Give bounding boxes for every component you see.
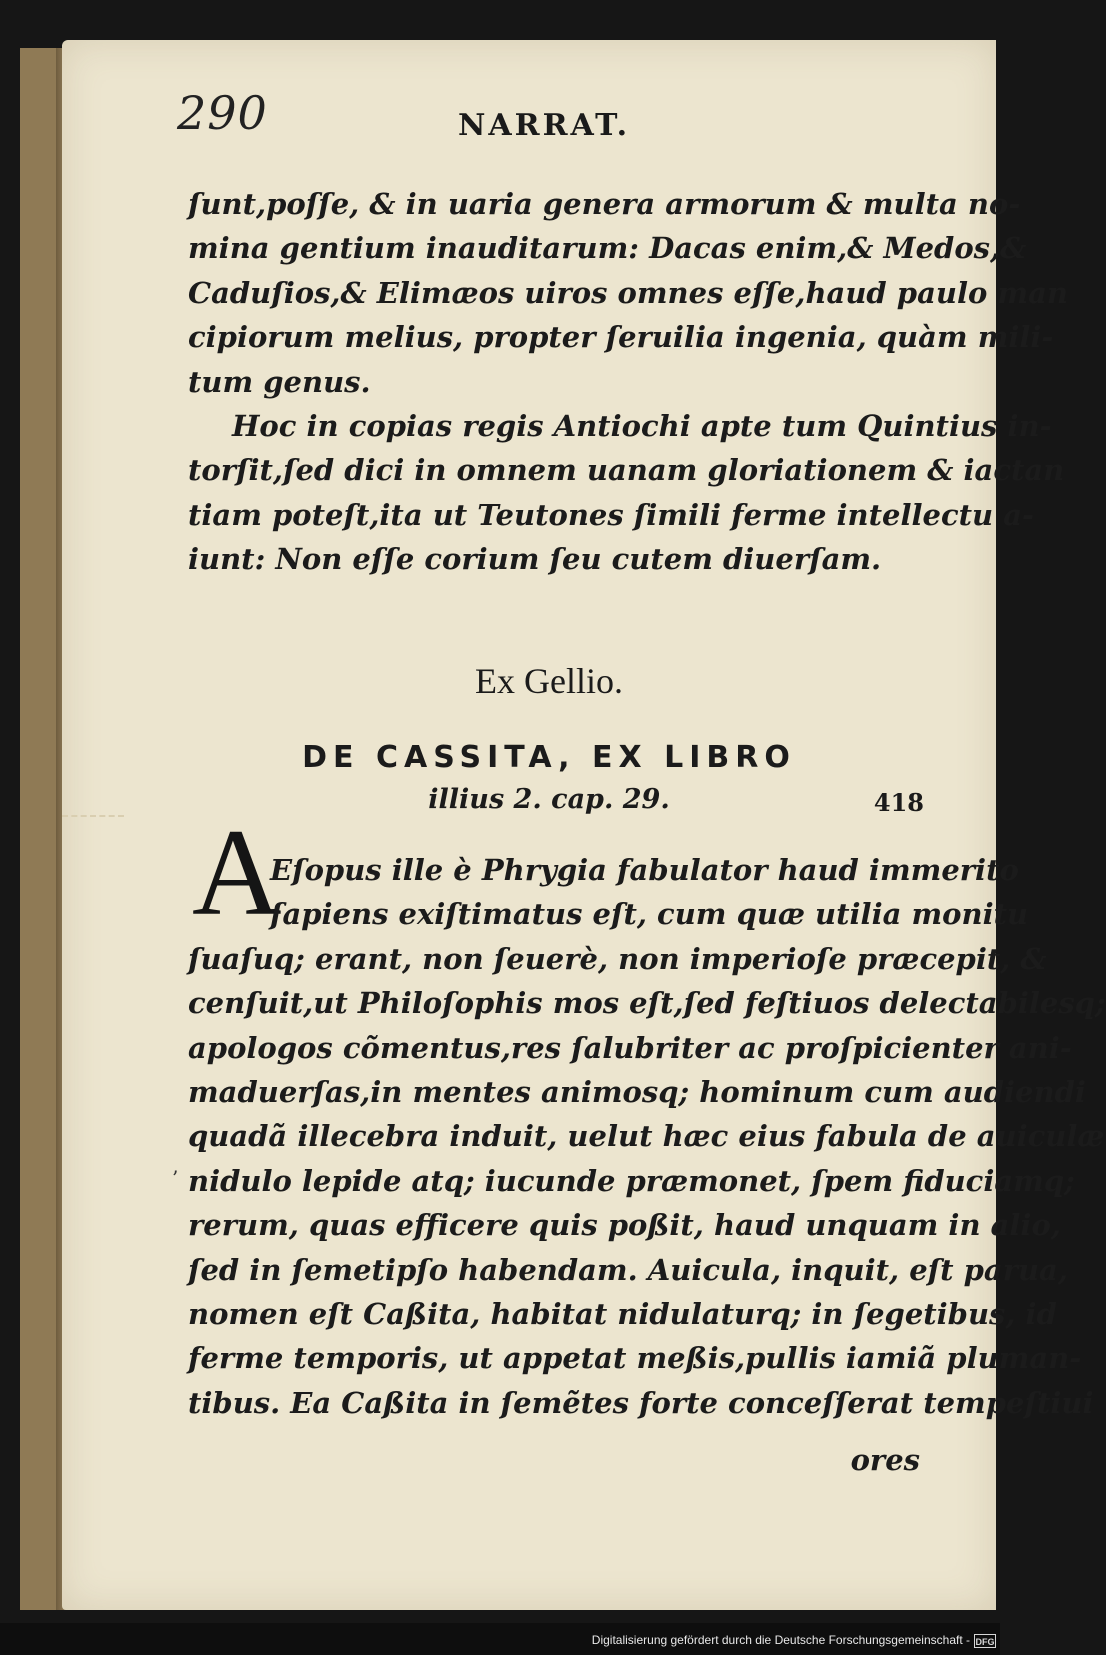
text-line: nomen eſt Caßita, habitat nidulaturq; in ſegetibus, id	[188, 1297, 1057, 1332]
text-line: tiam poteſt,ita ut Teutones ſimili ferme intellectu a-	[188, 497, 1035, 532]
chapter-reference-number: 418	[873, 788, 924, 817]
text-line: rerum, quas efficere quis poßit, haud unquam in alio,	[188, 1208, 1061, 1243]
text-line: ſapiens exiſtimatus eſt, cum quæ utilia monitu	[270, 897, 1029, 932]
text-line: torſit,ſed dici in omnem uanam gloriationem & iactan	[188, 453, 1065, 488]
text-line: Hoc in copias regis Antiochi apte tum Quintius in-	[232, 409, 1052, 443]
text-block-3	[188, 848, 1106, 1425]
text-line: cenſuit,ut Philoſophis mos eſt,ſed feſtiuos delectabilesq;	[188, 986, 1106, 1021]
drop-cap: A	[192, 804, 282, 941]
catchword: ores	[850, 1443, 920, 1477]
text-line: iunt: Non eſſe corium ſeu cutem diuerſam.	[188, 542, 882, 577]
footer-credit: Digitalisierung gefördert durch die Deutsche Forschungsgemeinschaft -	[591, 1633, 970, 1647]
text-line: nidulo lepide atq; iucunde præmonet, ſpem fiduciamq;	[188, 1163, 1075, 1198]
text-line: ferme temporis, ut appetat meßis,pullis iamiã pluman-	[188, 1341, 1082, 1376]
footer-bar	[0, 1623, 1000, 1655]
chapter-subtitle: illius 2. cap. 29.	[428, 784, 670, 815]
text-block-1	[188, 182, 1068, 404]
text-line: mina gentium inauditarum: Dacas enim,& Medos,&	[188, 231, 1027, 266]
text-line: tibus. Ea Caßita in ſemẽtes forte conceſſerat tempeſtiui	[188, 1385, 1094, 1420]
text-block-2	[188, 404, 1065, 582]
text-line: Caduſios,& Elimæos uiros omnes eſſe,haud paulo man	[188, 275, 1068, 310]
chapter-title: DE CASSITA, EX LIBRO	[302, 740, 796, 775]
text-line: ſunt,poſſe, & in uaria genera armorum & multa no-	[188, 187, 1021, 221]
binding-stitch	[62, 815, 124, 817]
text-line: apologos cõmentus,res ſalubriter ac proſpicienter ani-	[188, 1030, 1072, 1065]
book-page	[62, 40, 1106, 1610]
text-line: ſuaſuq; erant, non ſeuerè, non imperioſe præcepit, &	[188, 941, 1047, 976]
margin-mark-icon: ’	[172, 1166, 179, 1190]
page-number: 290	[177, 86, 268, 140]
text-line: tum genus.	[188, 364, 371, 399]
text-line: cipiorum melius, propter ſeruilia ingenia, quàm mili-	[188, 320, 1054, 355]
running-head: NARRAT.	[457, 108, 631, 143]
text-line: quadã illecebra induit, uelut hæc eius fabula de auiculæ	[188, 1119, 1105, 1154]
text-line: maduerſas,in mentes animosq; hominum cum audiendi	[188, 1075, 1086, 1110]
text-line: ſed in ſemetipſo habendam. Auicula, inquit, eſt parua,	[188, 1252, 1068, 1287]
section-title: Ex Gellio.	[475, 661, 623, 701]
text-line: Eſopus ille è Phrygia fabulator haud immerito	[270, 853, 1019, 887]
dfg-logo: DFG	[974, 1634, 996, 1648]
